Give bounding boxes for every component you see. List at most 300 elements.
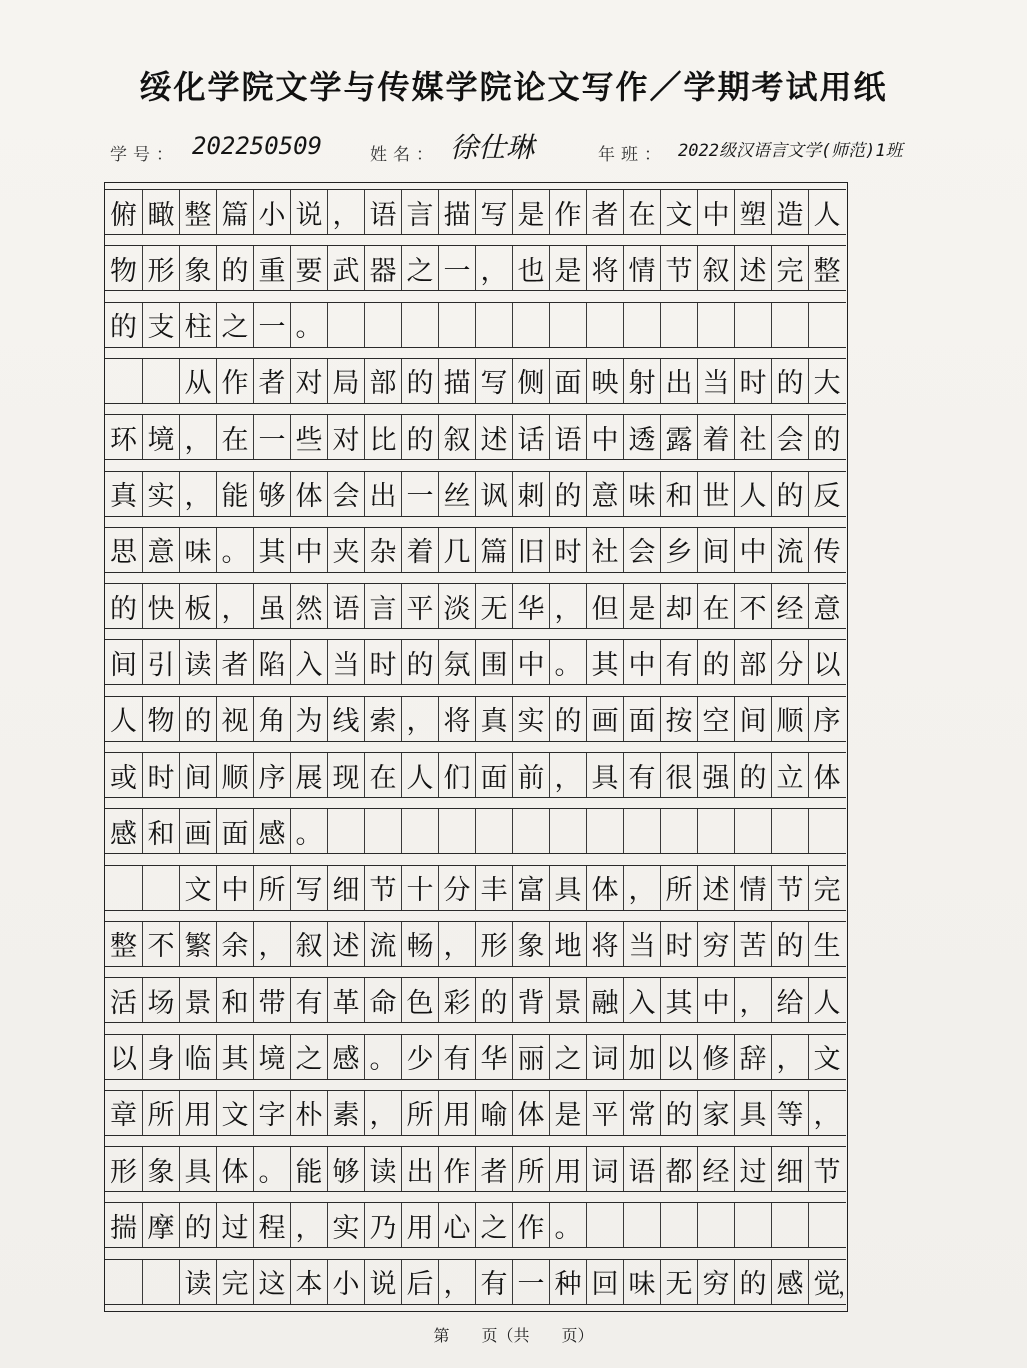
grid-cell: 景 — [179, 978, 216, 1022]
grid-cell: 画 — [179, 809, 216, 853]
grid-cell: 能 — [290, 1147, 327, 1191]
grid-cell: 等 — [771, 1091, 808, 1135]
grid-cell: 整 — [110, 931, 137, 963]
grid-cell: 的 — [475, 978, 512, 1022]
grid-row — [105, 752, 846, 798]
grid-cell: 完 — [771, 246, 808, 290]
grid-cell — [586, 1203, 623, 1247]
grid-cell: 序 — [253, 753, 290, 797]
grid-cell: 华 — [475, 1035, 512, 1079]
grid-cell: 瞰 — [142, 190, 179, 234]
grid-cell: 比 — [364, 415, 401, 459]
grid-cell — [623, 1203, 660, 1247]
grid-cell: 够 — [327, 1147, 364, 1191]
grid-cell: 的 — [771, 922, 808, 966]
grid-row — [105, 358, 846, 404]
grid-cell: 觉 — [808, 1260, 845, 1304]
grid-cell: 繁 — [179, 922, 216, 966]
grid-cell: 述 — [697, 866, 734, 910]
grid-cell: 语 — [364, 190, 401, 234]
grid-cell: 一 — [438, 246, 475, 290]
grid-cell — [549, 303, 586, 347]
grid-cell — [660, 303, 697, 347]
grid-cell: 常 — [623, 1091, 660, 1135]
grid-cell: 按 — [660, 697, 697, 741]
grid-cell: 时 — [734, 359, 771, 403]
grid-cell: 的 — [110, 312, 137, 344]
grid-cell: 为 — [290, 697, 327, 741]
grid-cell: 的 — [110, 593, 137, 625]
grid-cell: 也 — [512, 246, 549, 290]
grid-row — [105, 1090, 846, 1136]
grid-cell: 。 — [364, 1035, 401, 1079]
grid-cell: 过 — [216, 1203, 253, 1247]
grid-cell: ， — [216, 584, 253, 628]
grid-cell — [475, 809, 512, 853]
grid-cell: 是 — [549, 1091, 586, 1135]
grid-cell: 将 — [438, 697, 475, 741]
grid-cell: 说 — [290, 190, 327, 234]
grid-cell: 陷 — [253, 640, 290, 684]
grid-cell: 无 — [475, 584, 512, 628]
grid-cell: 顺 — [771, 697, 808, 741]
grid-cell: 真 — [110, 481, 137, 512]
grid-cell: 面 — [623, 697, 660, 741]
grid-cell: 读 — [364, 1147, 401, 1191]
grid-cell: 武 — [327, 246, 364, 290]
grid-cell: 器 — [364, 246, 401, 290]
grid-cell: 会 — [771, 415, 808, 459]
grid-cell: 会 — [327, 472, 364, 516]
grid-cell: 之 — [475, 1203, 512, 1247]
grid-row — [105, 865, 846, 911]
grid-cell: 将 — [586, 922, 623, 966]
grid-cell: 造 — [771, 190, 808, 234]
grid-row — [105, 471, 846, 517]
grid-cell — [697, 303, 734, 347]
grid-cell: 具 — [179, 1147, 216, 1191]
grid-cell: 的 — [179, 1203, 216, 1247]
grid-cell: ， — [771, 1035, 808, 1079]
grid-cell: 的 — [734, 753, 771, 797]
grid-cell: 后 — [401, 1260, 438, 1304]
grid-cell: 淡 — [438, 584, 475, 628]
grid-cell: 一 — [401, 472, 438, 516]
grid-cell: 中 — [697, 190, 734, 234]
grid-cell: 将 — [586, 246, 623, 290]
grid-cell: 有 — [290, 978, 327, 1022]
grid-cell — [697, 1203, 734, 1247]
grid-cell: 词 — [586, 1035, 623, 1079]
grid-cell: 世 — [697, 472, 734, 516]
grid-cell: 描 — [438, 359, 475, 403]
grid-cell — [438, 809, 475, 853]
grid-cell: 时 — [660, 922, 697, 966]
grid-cell: 不 — [142, 922, 179, 966]
grid-cell — [660, 809, 697, 853]
grid-cell: 出 — [364, 472, 401, 516]
grid-cell: 俯 — [110, 199, 137, 231]
grid-cell: 细 — [327, 866, 364, 910]
grid-cell: 整 — [179, 190, 216, 234]
grid-cell: 中 — [586, 415, 623, 459]
grid-cell: 所 — [142, 1091, 179, 1135]
grid-cell: 以 — [110, 1044, 137, 1075]
grid-cell — [105, 359, 142, 403]
grid-cell: 的 — [549, 697, 586, 741]
grid-cell: 视 — [216, 697, 253, 741]
grid-cell: 角 — [253, 697, 290, 741]
grid-cell: 丰 — [475, 866, 512, 910]
grid-cell: 前 — [512, 753, 549, 797]
grid-cell: 小 — [327, 1260, 364, 1304]
grid-cell: 夹 — [327, 528, 364, 572]
grid-cell: ， — [179, 415, 216, 459]
page-footer: 第 页（共 页） — [433, 1326, 594, 1345]
grid-cell — [771, 303, 808, 347]
grid-cell: 感 — [110, 818, 137, 850]
grid-cell: ， — [623, 866, 660, 910]
grid-cell: 画 — [586, 697, 623, 741]
grid-cell: 刺 — [512, 472, 549, 516]
grid-cell: 命 — [364, 978, 401, 1022]
grid-cell: ， — [179, 472, 216, 516]
grid-cell: 素 — [327, 1091, 364, 1135]
grid-cell: 所 — [660, 866, 697, 910]
grid-cell: 人 — [734, 472, 771, 516]
grid-cell: 味 — [623, 1260, 660, 1304]
grid-cell — [623, 303, 660, 347]
grid-cell: 话 — [512, 415, 549, 459]
grid-cell: ， — [401, 697, 438, 741]
grid-cell: 射 — [623, 359, 660, 403]
grid-cell: 索 — [364, 697, 401, 741]
grid-row — [105, 977, 846, 1023]
grid-cell: 侧 — [512, 359, 549, 403]
grid-cell: 对 — [327, 415, 364, 459]
grid-cell: 十 — [401, 866, 438, 910]
grid-cell: 之 — [549, 1035, 586, 1079]
grid-cell: ， — [253, 922, 290, 966]
grid-cell: 快 — [142, 584, 179, 628]
grid-cell: 丝 — [438, 472, 475, 516]
grid-cell: 语 — [549, 415, 586, 459]
grid-cell: 文 — [808, 1035, 845, 1079]
grid-cell: 时 — [364, 640, 401, 684]
grid-cell: 是 — [623, 584, 660, 628]
grid-cell: 味 — [179, 528, 216, 572]
grid-cell: 间 — [697, 528, 734, 572]
grid-cell: 有 — [438, 1035, 475, 1079]
grid-row — [105, 245, 846, 291]
grid-cell: 身 — [142, 1035, 179, 1079]
grid-cell: 塑 — [734, 190, 771, 234]
grid-cell: 修 — [697, 1035, 734, 1079]
grid-cell: 和 — [142, 809, 179, 853]
grid-cell: 味 — [623, 472, 660, 516]
grid-cell: 从 — [179, 359, 216, 403]
grid-cell — [401, 303, 438, 347]
grid-cell — [771, 809, 808, 853]
grid-cell: 之 — [401, 246, 438, 290]
grid-row — [105, 808, 846, 854]
grid-cell: 者 — [216, 640, 253, 684]
grid-cell: 余 — [216, 922, 253, 966]
grid-cell: 在 — [216, 415, 253, 459]
grid-cell: 辞 — [734, 1035, 771, 1079]
grid-cell: 种 — [549, 1260, 586, 1304]
grid-cell: 加 — [623, 1035, 660, 1079]
grid-cell: 体 — [808, 753, 845, 797]
grid-cell: 几 — [438, 528, 475, 572]
grid-cell — [142, 866, 179, 910]
grid-cell: 作 — [549, 190, 586, 234]
grid-cell — [105, 866, 142, 910]
grid-cell: 一 — [253, 303, 290, 347]
grid-cell — [808, 809, 845, 853]
grid-cell: 之 — [216, 303, 253, 347]
class-label: 年班： — [598, 145, 667, 165]
grid-cell: 革 — [327, 978, 364, 1022]
grid-cell: 中 — [697, 978, 734, 1022]
grid-cell: 象 — [512, 922, 549, 966]
grid-cell: 其 — [253, 528, 290, 572]
grid-cell: 面 — [475, 753, 512, 797]
grid-row — [105, 1034, 846, 1080]
grid-cell: 们 — [438, 753, 475, 797]
grid-cell: 引 — [142, 640, 179, 684]
grid-cell: 大 — [808, 359, 845, 403]
grid-cell: 物 — [110, 255, 137, 287]
grid-cell: 思 — [110, 537, 137, 569]
grid-cell: 。 — [549, 640, 586, 684]
grid-cell: 感 — [771, 1260, 808, 1304]
grid-cell: 无 — [660, 1260, 697, 1304]
grid-cell: ， — [364, 1091, 401, 1135]
grid-row — [105, 527, 846, 573]
grid-cell: 围 — [475, 640, 512, 684]
grid-cell: 入 — [290, 640, 327, 684]
grid-cell: 摩 — [142, 1203, 179, 1247]
grid-cell: 的 — [771, 359, 808, 403]
grid-cell: 说 — [364, 1260, 401, 1304]
grid-cell: 少 — [401, 1035, 438, 1079]
grid-cell — [697, 809, 734, 853]
grid-cell: 的 — [660, 1091, 697, 1135]
grid-cell: 完 — [808, 866, 845, 910]
grid-cell: 节 — [808, 1147, 845, 1191]
grid-cell: 中 — [512, 640, 549, 684]
grid-cell: 用 — [179, 1091, 216, 1135]
grid-row — [105, 1202, 846, 1248]
grid-cell: 述 — [327, 922, 364, 966]
grid-cell: 中 — [290, 528, 327, 572]
grid-cell: 文 — [179, 866, 216, 910]
grid-cell: ， — [438, 1260, 475, 1304]
grid-cell: 篇 — [475, 528, 512, 572]
grid-cell — [808, 303, 845, 347]
grid-cell: 带 — [253, 978, 290, 1022]
grid-cell: 间 — [110, 649, 137, 681]
grid-cell: 作 — [216, 359, 253, 403]
grid-cell: 体 — [586, 866, 623, 910]
grid-cell: 。 — [290, 809, 327, 853]
grid-cell: 局 — [327, 359, 364, 403]
grid-cell: 章 — [110, 1100, 137, 1132]
grid-cell: 部 — [734, 640, 771, 684]
grid-cell: 象 — [142, 1147, 179, 1191]
grid-cell: 语 — [623, 1147, 660, 1191]
grid-cell: 社 — [734, 415, 771, 459]
grid-cell: 畅 — [401, 922, 438, 966]
grid-cell: 用 — [401, 1203, 438, 1247]
grid-cell: 物 — [142, 697, 179, 741]
grid-cell — [808, 1203, 845, 1247]
paper-title: 绥化学院文学与传媒学院论文写作／学期考试用纸 — [139, 68, 888, 106]
grid-cell — [512, 303, 549, 347]
grid-cell: 细 — [771, 1147, 808, 1191]
grid-cell — [586, 303, 623, 347]
grid-cell: 入 — [623, 978, 660, 1022]
grid-cell: ， — [549, 753, 586, 797]
grid-cell — [623, 809, 660, 853]
grid-cell: 实 — [327, 1203, 364, 1247]
grid-cell — [512, 809, 549, 853]
grid-cell: 反 — [808, 472, 845, 516]
grid-cell: 感 — [327, 1035, 364, 1079]
grid-cell: 写 — [290, 866, 327, 910]
grid-cell: 的 — [808, 415, 845, 459]
grid-cell: 线 — [327, 697, 364, 741]
grid-cell: 传 — [808, 528, 845, 572]
grid-cell: 朴 — [290, 1091, 327, 1135]
grid-cell: 序 — [808, 697, 845, 741]
grid-cell: 分 — [771, 640, 808, 684]
grid-row — [105, 414, 846, 460]
grid-cell: 流 — [771, 528, 808, 572]
grid-cell: 有 — [623, 753, 660, 797]
grid-cell: 的 — [216, 246, 253, 290]
grid-cell: 现 — [327, 753, 364, 797]
grid-cell: 叙 — [438, 415, 475, 459]
grid-cell: 背 — [512, 978, 549, 1022]
grid-cell: 活 — [110, 987, 137, 1019]
grid-cell: 彩 — [438, 978, 475, 1022]
grid-cell: 实 — [142, 472, 179, 516]
grid-cell — [549, 809, 586, 853]
grid-cell: ， — [438, 922, 475, 966]
grid-cell: 以 — [808, 640, 845, 684]
grid-cell: 者 — [586, 190, 623, 234]
grid-cell: 很 — [660, 753, 697, 797]
grid-row — [105, 696, 846, 742]
grid-cell: 描 — [438, 190, 475, 234]
grid-cell — [771, 1203, 808, 1247]
grid-cell: 小 — [253, 190, 290, 234]
grid-cell: 时 — [549, 528, 586, 572]
grid-cell: 文 — [660, 190, 697, 234]
grid-cell: 。 — [253, 1147, 290, 1191]
grid-cell: 所 — [401, 1091, 438, 1135]
grid-cell: 述 — [734, 246, 771, 290]
grid-cell: 着 — [401, 528, 438, 572]
grid-cell: 会 — [623, 528, 660, 572]
grid-cell: 一 — [253, 415, 290, 459]
grid-cell: 揣 — [110, 1212, 137, 1244]
grid-cell: 本 — [290, 1260, 327, 1304]
grid-cell — [734, 809, 771, 853]
grid-cell: 立 — [771, 753, 808, 797]
grid-cell: 作 — [512, 1203, 549, 1247]
grid-cell: 篇 — [216, 190, 253, 234]
grid-cell: 情 — [623, 246, 660, 290]
grid-row — [105, 921, 846, 967]
grid-cell: 感 — [253, 809, 290, 853]
grid-cell: 叙 — [697, 246, 734, 290]
grid-cell: 杂 — [364, 528, 401, 572]
grid-cell: 的 — [401, 415, 438, 459]
grid-cell: 一 — [512, 1260, 549, 1304]
grid-cell: 形 — [475, 922, 512, 966]
grid-cell: ， — [808, 1091, 845, 1135]
grid-cell: 然 — [290, 584, 327, 628]
grid-cell: 部 — [364, 359, 401, 403]
grid-cell: 者 — [475, 1147, 512, 1191]
grid-cell: 情 — [734, 866, 771, 910]
grid-cell: 虽 — [253, 584, 290, 628]
grid-cell: 流 — [364, 922, 401, 966]
grid-cell: 体 — [512, 1091, 549, 1135]
grid-cell: 平 — [401, 584, 438, 628]
grid-cell — [660, 1203, 697, 1247]
grid-cell: 意 — [586, 472, 623, 516]
grid-cell: 人 — [808, 978, 845, 1022]
grid-cell: 间 — [734, 697, 771, 741]
grid-cell: 。 — [549, 1203, 586, 1247]
grid-cell: 境 — [142, 415, 179, 459]
grid-cell: 讽 — [475, 472, 512, 516]
grid-cell: 板 — [179, 584, 216, 628]
grid-cell: 和 — [216, 978, 253, 1022]
class-value: 2022级汉语言文学(师范)1班 — [678, 141, 903, 161]
grid-cell: 的 — [771, 472, 808, 516]
grid-cell: 支 — [142, 303, 179, 347]
grid-cell: 穷 — [697, 922, 734, 966]
grid-cell: 形 — [142, 246, 179, 290]
grid-cell: 的 — [734, 1260, 771, 1304]
grid-cell: 地 — [549, 922, 586, 966]
grid-cell: 所 — [253, 866, 290, 910]
grid-cell: 完 — [216, 1260, 253, 1304]
grid-cell: 。 — [290, 303, 327, 347]
grid-cell — [734, 1203, 771, 1247]
grid-cell: 的 — [549, 472, 586, 516]
grid-row — [105, 302, 846, 348]
grid-cell: ， — [290, 1203, 327, 1247]
grid-cell: 面 — [216, 809, 253, 853]
grid-cell: 有 — [475, 1260, 512, 1304]
grid-cell — [105, 1260, 142, 1304]
grid-cell: 的 — [401, 359, 438, 403]
grid-cell: 在 — [364, 753, 401, 797]
grid-cell: ， — [549, 584, 586, 628]
name-label: 姓名： — [370, 145, 439, 165]
grid-cell: 读 — [179, 1260, 216, 1304]
grid-cell — [142, 1260, 179, 1304]
grid-cell: ， — [475, 246, 512, 290]
grid-cell: 透 — [623, 415, 660, 459]
grid-cell: 真 — [475, 697, 512, 741]
